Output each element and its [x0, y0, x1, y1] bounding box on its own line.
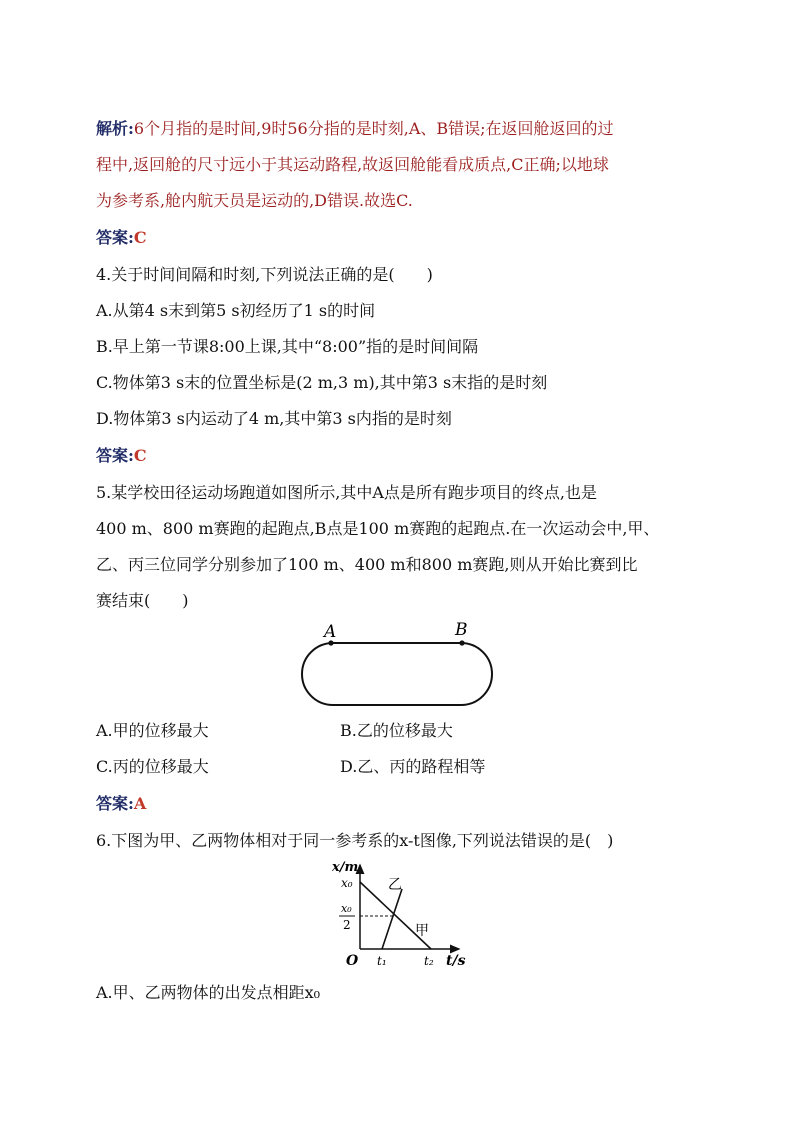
- answer-value: C: [133, 446, 147, 465]
- answer-label: 答案:: [96, 794, 134, 813]
- analysis-line-2: 程中,返回舱的尺寸远小于其运动路程,故返回舱能看成质点,C正确;以地球: [96, 155, 609, 174]
- q4-option-c: C.物体第3 s末的位置坐标是(2 m,3 m),其中第3 s末指的是时刻: [96, 373, 548, 392]
- q5-stem-line-4: 赛结束( ): [96, 591, 189, 610]
- origin-label: O: [346, 953, 359, 969]
- point-b-dot: [459, 640, 464, 645]
- point-a-label: A: [324, 622, 337, 642]
- q5-option-c: C.丙的位移最大: [96, 757, 209, 776]
- answer-label: 答案:: [96, 446, 134, 465]
- line-yi-label: 乙: [388, 877, 402, 893]
- q4-option-b: B.早上第一节课8:00上课,其中“8:00”指的是时间间隔: [96, 337, 479, 356]
- answer-label: 答案:: [96, 228, 134, 247]
- analysis-label: 解析:: [96, 119, 134, 138]
- t1-label: t₁: [377, 954, 387, 968]
- q4-option-d: D.物体第3 s内运动了4 m,其中第3 s内指的是时刻: [96, 409, 452, 428]
- q5-stem-line-1: 5.某学校田径运动场跑道如图所示,其中A点是所有跑步项目的终点,也是: [96, 483, 597, 502]
- xt-graph: [325, 855, 475, 975]
- x0-half-numerator: x₀: [341, 902, 352, 915]
- q3-answer: [96, 225, 147, 248]
- q5-stem-line-3: 乙、丙三位同学分别参加了100 m、400 m和800 m赛跑,则从开始比赛到比: [96, 555, 638, 574]
- answer-value: C: [133, 228, 147, 247]
- q4-option-a: A.从第4 s末到第5 s初经历了1 s的时间: [96, 301, 376, 320]
- q4-answer: [96, 443, 147, 466]
- answer-value: A: [133, 794, 147, 813]
- q4-stem: 4.关于时间间隔和时刻,下列说法正确的是( ): [96, 265, 433, 284]
- point-b-label: B: [455, 620, 468, 640]
- analysis-text-1: 6个月指的是时间,9时56分指的是时刻,A、B错误;在返回舱返回的过: [133, 119, 614, 138]
- q5-option-a: A.甲的位移最大: [96, 721, 209, 740]
- track-outline: [302, 643, 492, 705]
- x0-half-denominator: 2: [343, 918, 351, 932]
- q5-answer: [96, 791, 146, 814]
- q5-option-d: D.乙、丙的路程相等: [340, 757, 486, 776]
- q5-option-b: B.乙的位移最大: [340, 721, 453, 740]
- x-axis-time-label: t/s: [446, 953, 466, 969]
- analysis-line-3: 为参考系,舱内航天员是运动的,D错误.故选C.: [96, 191, 413, 210]
- q6-option-a: A.甲、乙两物体的出发点相距x₀: [96, 983, 321, 1002]
- q6-stem: 6.下图为甲、乙两物体相对于同一参考系的x-t图像,下列说法错误的是( ): [96, 831, 614, 850]
- analysis-line-1: [96, 116, 614, 139]
- y-axis-label: x/m: [332, 860, 359, 875]
- t2-label: t₂: [424, 954, 434, 968]
- line-jia-label: 甲: [415, 923, 429, 939]
- x0-label: x₀: [341, 876, 353, 890]
- running-track-figure: [290, 615, 505, 715]
- q5-stem-line-2: 400 m、800 m赛跑的起跑点,B点是100 m赛跑的起跑点.在一次运动会中,甲、: [96, 519, 660, 538]
